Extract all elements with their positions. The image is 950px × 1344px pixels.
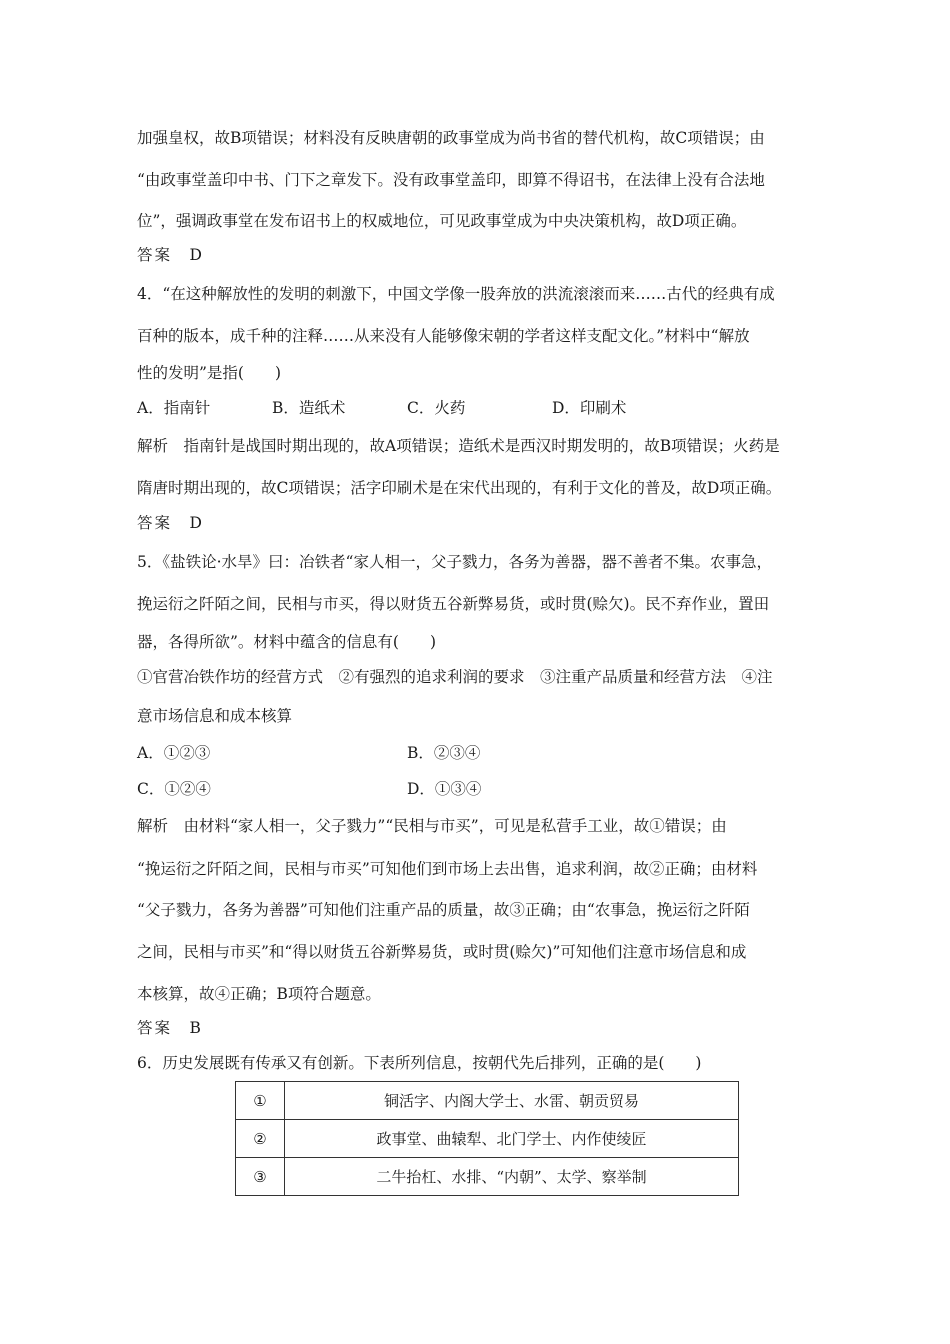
q5-option-a: A．①②③ (137, 744, 211, 762)
text-line: 挽运衍之阡陌之间，民相与市买，得以财货五谷新弊易货，或时贯(赊欠)。民不弃作业，置田 (137, 595, 770, 613)
analysis-line: 解析 指南针是战国时期出现的，故A项错误；造纸术是西汉时期发明的，故B项错误；火药是 (137, 437, 780, 455)
answer-label: 答案 D (137, 246, 204, 264)
text-line: “父子戮力，各务为善器”可知他们注重产品的质量，故③正确；由“农事急，挽运衍之阡陌 (137, 901, 750, 919)
text-line: 加强皇权，故B项错误；材料没有反映唐朝的政事堂成为尚书省的替代机构，故C项错误；由 (137, 129, 765, 147)
q4-option-b: B．造纸术 (272, 399, 346, 417)
q5-option-c: C．①②④ (137, 780, 211, 798)
text-line: 本核算，故④正确；B项符合题意。 (137, 985, 381, 1003)
analysis-line: 解析 由材料“家人相一，父子戮力”“民相与市买”，可见是私营手工业，故①错误；由 (137, 817, 727, 835)
row-content: 政事堂、曲辕犁、北门学士、内作使绫匠 (285, 1120, 739, 1158)
q5-option-d: D．①③④ (407, 780, 482, 798)
text-line: 意市场信息和成本核算 (137, 707, 293, 725)
text-line: 之间，民相与市买”和“得以财货五谷新弊易货，或时贯(赊欠)”可知他们注意市场信息和成 (137, 943, 747, 961)
table-row (236, 1120, 739, 1158)
answer-label: 答案 B (137, 1019, 203, 1037)
row-content: 二牛抬杠、水排、“内朝”、太学、察举制 (285, 1158, 739, 1196)
q4-option-c: C．火药 (407, 399, 466, 417)
row-number: ① (236, 1082, 285, 1120)
question-4: 4．“在这种解放性的发明的刺激下，中国文学像一股奔放的洪流滚滚而来……古代的经典有成 (137, 285, 775, 303)
question-6: 6．历史发展既有传承又有创新。下表所列信息，按朝代先后排列，正确的是( ) (137, 1054, 702, 1072)
text-line: 器，各得所欲”。材料中蕴含的信息有( ) (137, 633, 437, 651)
text-line: 隋唐时期出现的，故C项错误；活字印刷术是在宋代出现的，有利于文化的普及，故D项正确。 (137, 479, 782, 497)
dynasty-info-table (235, 1081, 739, 1196)
q4-option-d: D．印刷术 (552, 399, 627, 417)
q4-option-a: A．指南针 (137, 399, 211, 417)
text-line: 百种的版本，成千种的注释……从来没有人能够像宋朝的学者这样支配文化。”材料中“解放 (137, 327, 750, 345)
text-line: “挽运衍之阡陌之间，民相与市买”可知他们到市场上去出售，追求利润，故②正确；由材料 (137, 860, 758, 878)
table-row (236, 1082, 739, 1120)
answer-label: 答案 D (137, 514, 204, 532)
q5-option-b: B．②③④ (407, 744, 481, 762)
row-content: 铜活字、内阁大学士、水雷、朝贡贸易 (285, 1082, 739, 1120)
row-number: ② (236, 1120, 285, 1158)
table-row (236, 1158, 739, 1196)
text-line: 位”，强调政事堂在发布诏书上的权威地位，可见政事堂成为中央决策机构，故D项正确。 (137, 212, 747, 230)
text-line: ①官营冶铁作坊的经营方式 ②有强烈的追求利润的要求 ③注重产品质量和经营方法 ④注 (137, 668, 773, 686)
row-number: ③ (236, 1158, 285, 1196)
text-line: “由政事堂盖印中书、门下之章发下。没有政事堂盖印，即算不得诏书，在法律上没有合法地 (137, 171, 765, 189)
text-line: 性的发明”是指( ) (137, 364, 282, 382)
question-5: 5．《盐铁论·水旱》曰：冶铁者“家人相一，父子戮力，各务为善器，器不善者不集。农事急， (137, 553, 772, 571)
